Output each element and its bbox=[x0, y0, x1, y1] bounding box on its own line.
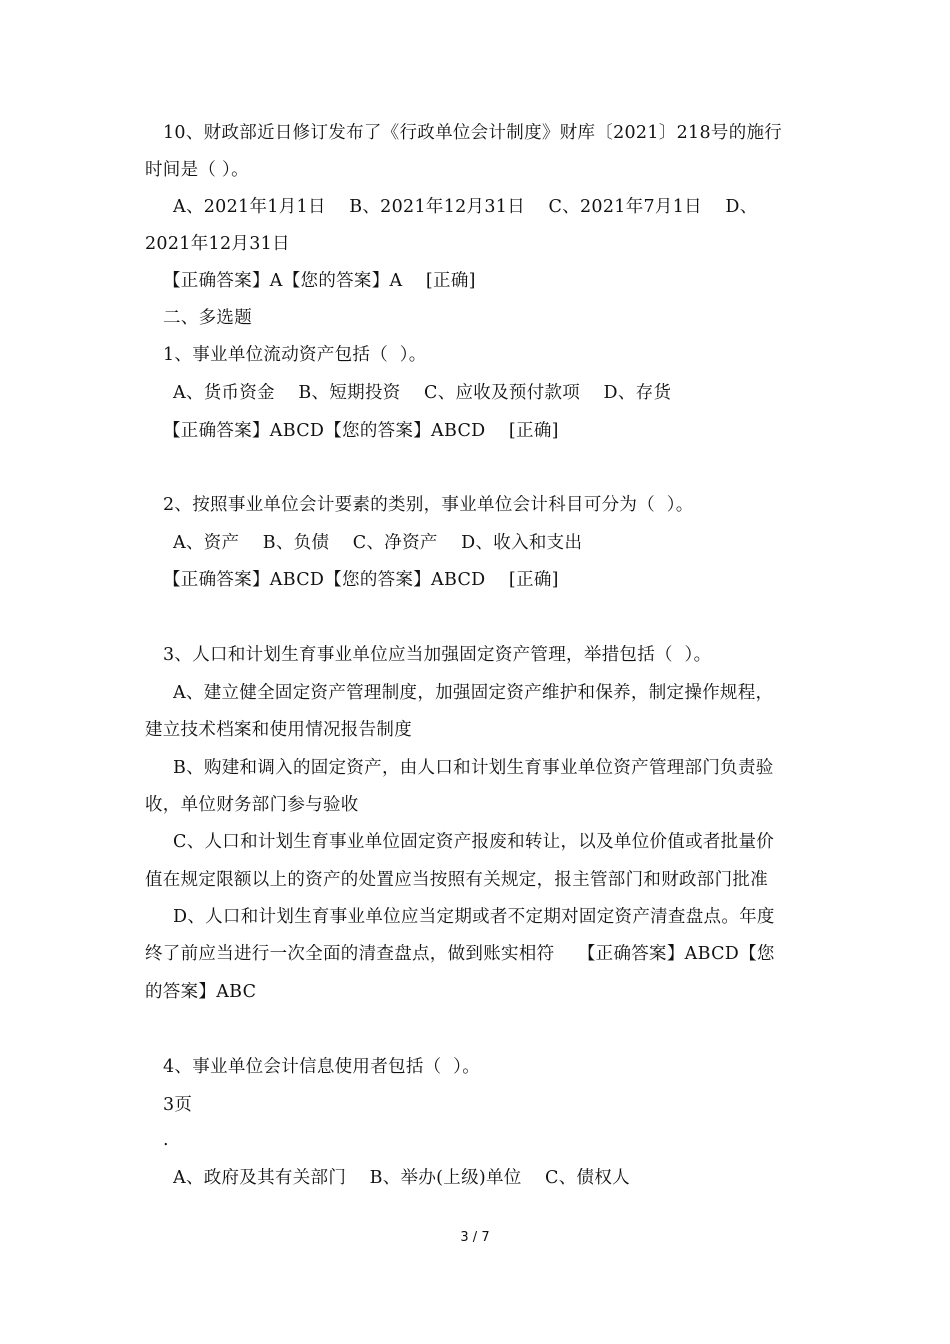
mq3-question: 3、人口和计划生育事业单位应当加强固定资产管理，举措包括（ ）。 bbox=[163, 645, 712, 665]
stray-dot: . bbox=[163, 1130, 169, 1150]
page-number-footer: 3 / 7 bbox=[460, 1230, 490, 1245]
mq3-option-a-line2: 建立技术档案和使用情况报告制度 bbox=[145, 720, 412, 740]
q10-line1: 10、财政部近日修订发布了《行政单位会计制度》财库〔2021〕218号的施行 bbox=[163, 123, 783, 143]
mq3-option-b-line1: B、购建和调入的固定资产，由人口和计划生育事业单位资产管理部门负责验 bbox=[173, 758, 774, 778]
mq2-question: 2、按照事业单位会计要素的类别，事业单位会计科目可分为（ ）。 bbox=[163, 495, 694, 515]
q10-options-line1: A、2021年1月1日 B、2021年12月31日 C、2021年7月1日 D、 bbox=[173, 197, 758, 217]
mq3-option-d-line3: 的答案】ABC bbox=[145, 982, 257, 1002]
q10-answer: 【正确答案】A【您的答案】A [正确] bbox=[163, 271, 476, 291]
mq3-option-b-line2: 收，单位财务部门参与验收 bbox=[145, 795, 359, 815]
mq3-option-c-line1: C、人口和计划生育事业单位固定资产报废和转让，以及单位价值或者批量价 bbox=[173, 832, 775, 852]
page-note: 3页 bbox=[163, 1095, 193, 1115]
mq1-options: A、货币资金 B、短期投资 C、应收及预付款项 D、存货 bbox=[173, 383, 672, 403]
section-heading: 二、多选题 bbox=[163, 308, 252, 328]
q10-options-line2: 2021年12月31日 bbox=[145, 234, 290, 254]
mq1-question: 1、事业单位流动资产包括（ ）。 bbox=[163, 345, 427, 365]
mq2-answer: 【正确答案】ABCD【您的答案】ABCD [正确] bbox=[163, 570, 559, 590]
q10-line2: 时间是（ ）。 bbox=[145, 160, 249, 180]
mq3-option-d-line2: 终了前应当进行一次全面的清查盘点，做到账实相符 【正确答案】ABCD【您 bbox=[145, 944, 775, 964]
mq2-options: A、资产 B、负债 C、净资产 D、收入和支出 bbox=[173, 533, 583, 553]
mq1-answer: 【正确答案】ABCD【您的答案】ABCD [正确] bbox=[163, 421, 559, 441]
mq4-options: A、政府及其有关部门 B、举办(上级)单位 C、债权人 bbox=[173, 1168, 630, 1188]
mq3-option-a-line1: A、建立健全固定资产管理制度，加强固定资产维护和保养，制定操作规程， bbox=[173, 683, 774, 703]
mq4-question: 4、事业单位会计信息使用者包括（ ）。 bbox=[163, 1057, 481, 1077]
mq3-option-c-line2: 值在规定限额以上的资产的处置应当按照有关规定，报主管部门和财政部门批准 bbox=[145, 870, 768, 890]
mq3-option-d-line1: D、人口和计划生育事业单位应当定期或者不定期对固定资产清查盘点。年度 bbox=[173, 907, 775, 927]
